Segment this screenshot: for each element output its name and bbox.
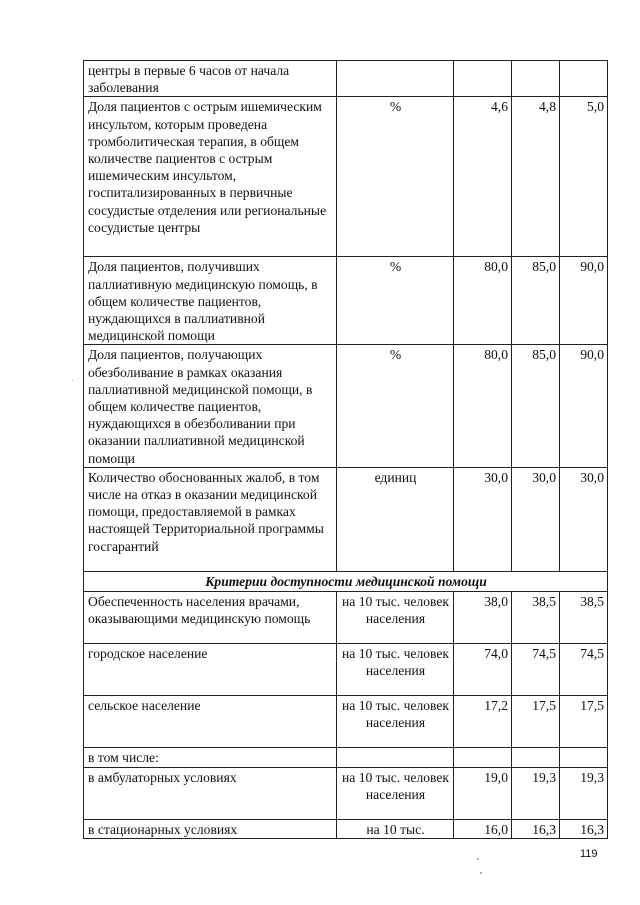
indicator-name: Доля пациентов, получающих обезболивание в рамках оказания паллиативной медицинской помощи, в общем количестве пациентов, нуждающихся в обезболивании при оказании паллиативной медицинской помощи — [84, 345, 337, 467]
scan-speck — [72, 380, 73, 381]
value-year-2: 85,0 — [512, 345, 560, 467]
unit-cell: на 10 тыс. — [337, 819, 454, 838]
indicators-table — [83, 60, 608, 839]
unit-cell: на 10 тыс. человек населения — [337, 591, 454, 643]
value-year-1 — [454, 747, 512, 767]
value-year-2 — [512, 747, 560, 767]
value-year-1: 4,6 — [454, 97, 512, 257]
value-year-3: 19,3 — [560, 767, 608, 819]
value-year-3 — [560, 61, 608, 97]
indicator-name: городское население — [84, 643, 337, 695]
unit-cell: на 10 тыс. человек населения — [337, 643, 454, 695]
section-title: Критерии доступности медицинской помощи — [84, 571, 608, 591]
value-year-3: 5,0 — [560, 97, 608, 257]
value-year-3: 90,0 — [560, 257, 608, 345]
table-row — [84, 467, 608, 571]
value-year-1: 17,2 — [454, 695, 512, 747]
value-year-3: 90,0 — [560, 345, 608, 467]
unit-cell: % — [337, 345, 454, 467]
table-row — [84, 591, 608, 643]
table-row — [84, 61, 608, 97]
table-row — [84, 643, 608, 695]
value-year-2: 38,5 — [512, 591, 560, 643]
table-row — [84, 345, 608, 467]
unit-cell: % — [337, 97, 454, 257]
unit-cell: единиц — [337, 467, 454, 571]
indicator-name: в том числе: — [84, 747, 337, 767]
value-year-1: 30,0 — [454, 467, 512, 571]
indicator-name: в амбулаторных условиях — [84, 767, 337, 819]
unit-cell: % — [337, 257, 454, 345]
table-row — [84, 767, 608, 819]
table-row — [84, 819, 608, 838]
indicator-name: Количество обоснованных жалоб, в том числе на отказ в оказании медицинской помощи, предоставляемой в рамках настоящей Территориальной программы госгарантий — [84, 467, 337, 571]
page-number: 119 — [580, 848, 598, 860]
unit-cell: на 10 тыс. человек населения — [337, 695, 454, 747]
value-year-2: 85,0 — [512, 257, 560, 345]
indicator-name: в стационарных условиях — [84, 819, 337, 838]
indicator-name: Доля пациентов с острым ишемическим инсультом, которым проведена тромболитическая терапия, в общем количестве пациентов с острым ишемическим инсультом, госпитализированных в первичные сосудистые отделения или региональные сосудистые центры — [84, 97, 337, 257]
value-year-1: 38,0 — [454, 591, 512, 643]
table-row — [84, 695, 608, 747]
table-body — [84, 61, 608, 839]
value-year-3 — [560, 747, 608, 767]
unit-cell — [337, 747, 454, 767]
value-year-1: 19,0 — [454, 767, 512, 819]
value-year-2 — [512, 61, 560, 97]
scan-speck — [480, 872, 482, 874]
value-year-1: 74,0 — [454, 643, 512, 695]
table-row — [84, 97, 608, 257]
indicator-name: Обеспеченность населения врачами, оказывающими медицинскую помощь — [84, 591, 337, 643]
value-year-3: 30,0 — [560, 467, 608, 571]
value-year-3: 16,3 — [560, 819, 608, 838]
value-year-2: 30,0 — [512, 467, 560, 571]
indicator-name: Доля пациентов, получивших паллиативную медицинскую помощь, в общем количестве пациентов, нуждающихся в паллиативной медицинской помощи — [84, 257, 337, 345]
section-header-row — [84, 571, 608, 591]
value-year-2: 74,5 — [512, 643, 560, 695]
value-year-3: 74,5 — [560, 643, 608, 695]
indicator-name: сельское население — [84, 695, 337, 747]
scan-speck — [477, 858, 479, 860]
value-year-1: 80,0 — [454, 345, 512, 467]
value-year-2: 19,3 — [512, 767, 560, 819]
value-year-2: 16,3 — [512, 819, 560, 838]
unit-cell: на 10 тыс. человек населения — [337, 767, 454, 819]
value-year-1 — [454, 61, 512, 97]
value-year-3: 38,5 — [560, 591, 608, 643]
value-year-1: 16,0 — [454, 819, 512, 838]
value-year-2: 4,8 — [512, 97, 560, 257]
indicator-name: центры в первые 6 часов от начала заболевания — [84, 61, 337, 97]
value-year-3: 17,5 — [560, 695, 608, 747]
value-year-2: 17,5 — [512, 695, 560, 747]
unit-cell — [337, 61, 454, 97]
table-row — [84, 747, 608, 767]
value-year-1: 80,0 — [454, 257, 512, 345]
table-row — [84, 257, 608, 345]
